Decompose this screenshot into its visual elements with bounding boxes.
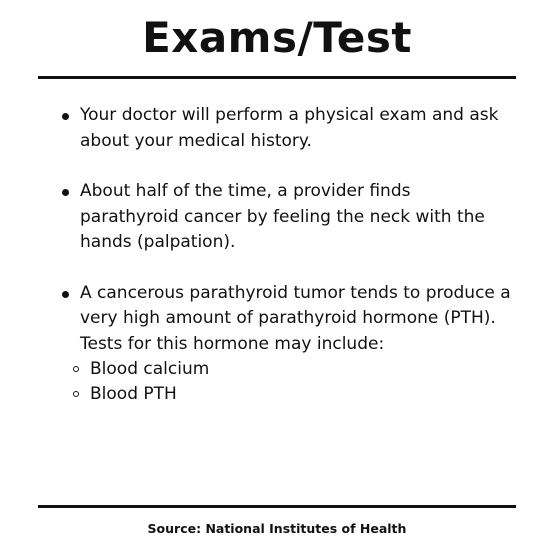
page-title: Exams/Test: [142, 13, 412, 62]
list-item: [62, 103, 512, 154]
sub-list-item-text: Blood PTH: [90, 384, 177, 404]
list-item-text: A cancerous parathyroid tumor tends to produce a very high amount of parathyroid hormone (PTH). Tests for this hormone may include:: [80, 282, 511, 354]
list-item: [62, 179, 512, 256]
list-item-text: Your doctor will perform a physical exam and ask about your medical history.: [80, 105, 499, 151]
sub-list-item-text: Blood calcium: [90, 359, 210, 379]
content-list: [62, 103, 512, 407]
bullet-dot-icon: [62, 291, 69, 298]
list-item: [62, 281, 512, 408]
sub-list-item: [62, 382, 512, 407]
bullet-circle-icon: [73, 391, 79, 397]
top-divider: [38, 76, 516, 79]
bullet-dot-icon: [62, 113, 69, 120]
source-caption: Source: National Institutes of Health: [147, 521, 407, 536]
sub-list-item: [62, 357, 512, 382]
bullet-circle-icon: [73, 366, 79, 372]
bottom-divider: [38, 505, 516, 508]
bullet-dot-icon: [62, 189, 69, 196]
list-item-text: About half of the time, a provider finds parathyroid cancer by feeling the neck with the hands (palpation).: [80, 181, 485, 252]
sub-list: [62, 357, 512, 407]
